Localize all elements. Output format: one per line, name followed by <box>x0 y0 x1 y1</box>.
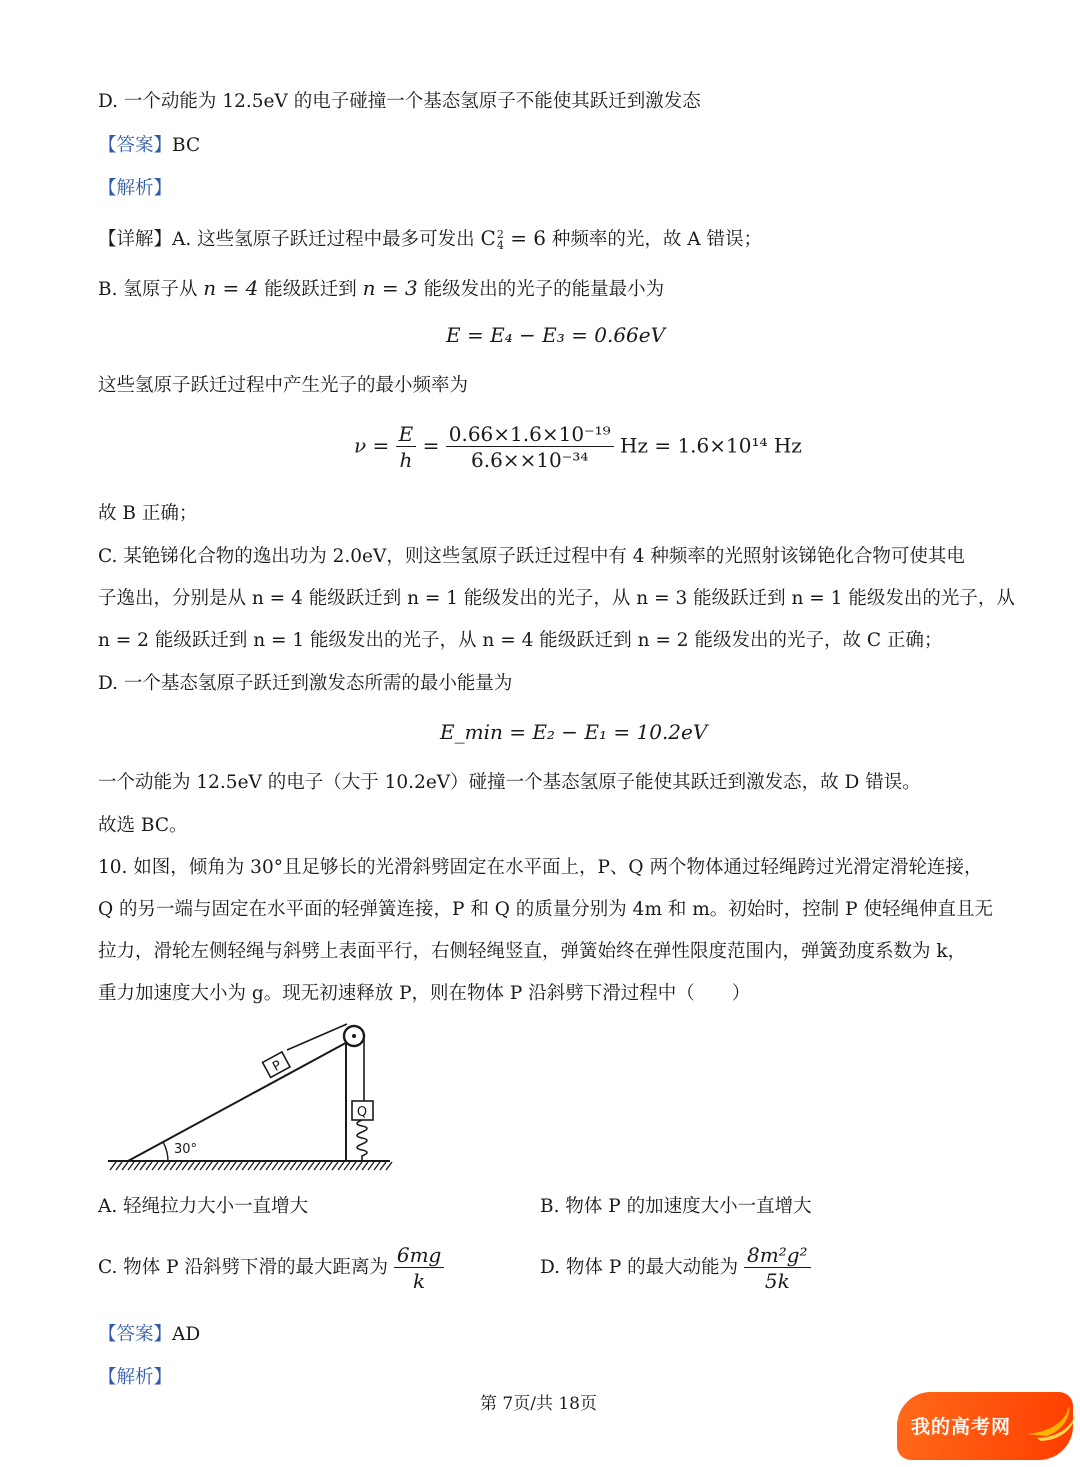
option-c <box>98 1245 444 1291</box>
ground-hatch-mark <box>230 1162 236 1170</box>
ground-hatch-mark <box>158 1162 164 1170</box>
answer-value: AD <box>172 1324 201 1345</box>
option-d-text: D. 一个动能为 12.5eV 的电子碰撞一个基态氢原子不能使其跃迁到激发态 <box>98 91 701 112</box>
ground-hatch-mark <box>356 1162 362 1170</box>
ground-hatch-mark <box>200 1162 206 1170</box>
answer-line <box>98 137 200 156</box>
ground-hatch-mark <box>146 1162 152 1170</box>
flame-icon <box>1017 1394 1077 1444</box>
ground-hatch-mark <box>176 1162 182 1170</box>
ground-hatch-mark <box>344 1162 350 1170</box>
fraction-values <box>446 424 614 470</box>
ground-hatch-mark <box>374 1162 380 1170</box>
ground-hatch-mark <box>218 1162 224 1170</box>
q10-line3: 拉力，滑轮左侧轻绳与斜劈上表面平行，右侧轻绳竖直，弹簧始终在弹性限度范围内，弹簧劲度系数为 k， <box>98 941 967 962</box>
combination-formula <box>481 226 547 250</box>
answer-line-q10 <box>98 1326 200 1345</box>
ground-hatch-mark <box>224 1162 230 1170</box>
detail-a-line <box>98 228 762 251</box>
frac-num: 6mg <box>394 1245 445 1268</box>
ground-hatch-mark <box>110 1162 116 1170</box>
frac-den: 5k <box>764 1269 790 1293</box>
comb-sup: 2 <box>496 227 504 241</box>
frac-num: 0.66×1.6×10⁻¹⁹ <box>446 424 614 447</box>
ground-hatch-mark <box>260 1162 266 1170</box>
frac-num: E <box>396 424 417 447</box>
ground-hatch-mark <box>152 1162 158 1170</box>
frac-num: 8m²g² <box>744 1245 811 1268</box>
angle-label: 30° <box>174 1142 198 1157</box>
ground-hatch-mark <box>350 1162 356 1170</box>
watermark-logo <box>897 1392 1073 1460</box>
option-a: A. 轻绳拉力大小一直增大 <box>98 1196 309 1217</box>
incline-pulley-figure <box>100 1022 400 1172</box>
ground-hatch-mark <box>164 1162 170 1170</box>
ground-hatch-mark <box>266 1162 272 1170</box>
detail-a-text-end: 种频率的光，故 A 错误； <box>551 229 763 250</box>
answer-tag: 【答案】 <box>98 135 173 156</box>
option-d-text: D. 物体 P 的最大动能为 <box>540 1256 739 1278</box>
q10-line1: 10. 如图，倾角为 30°且足够长的光滑斜劈固定在水平面上，P、Q 两个物体通过轻绳跨过光滑定滑轮连接， <box>98 857 983 878</box>
analysis-tag: 【解析】 <box>98 178 173 199</box>
ground-hatch-mark <box>188 1162 194 1170</box>
watermark-text: 我的高考网 <box>911 1416 1012 1438</box>
analysis-tag-q10: 【解析】 <box>98 1367 173 1388</box>
eq2-rhs: Hz = 1.6×10¹⁴ Hz <box>620 433 802 458</box>
frac-den: h <box>399 448 413 472</box>
ground-hatch-mark <box>212 1162 218 1170</box>
pulley-axle <box>352 1034 356 1038</box>
ground-hatch-mark <box>362 1162 368 1170</box>
detail-b-line <box>98 278 664 300</box>
ground-hatch-mark <box>128 1162 134 1170</box>
incline-wedge <box>128 1039 353 1161</box>
level-n4: n = 4 <box>203 276 259 300</box>
comb-symbol: C <box>480 226 496 250</box>
ground-hatch-mark <box>338 1162 344 1170</box>
ground-hatch-mark <box>236 1162 242 1170</box>
ground-hatch-mark <box>134 1162 140 1170</box>
ground-hatch-mark <box>116 1162 122 1170</box>
ground-hatch-mark <box>272 1162 278 1170</box>
ground-hatch-mark <box>170 1162 176 1170</box>
page-footer: 第 7页/共 18页 <box>480 1394 597 1414</box>
ground-hatch-mark <box>302 1162 308 1170</box>
ground-hatch-mark <box>290 1162 296 1170</box>
ground-hatch-mark <box>284 1162 290 1170</box>
frac-den: 6.6××10⁻³⁴ <box>471 448 589 472</box>
ground-hatch-mark <box>122 1162 128 1170</box>
comb-rhs: = 6 <box>510 226 547 250</box>
frequency-intro: 这些氢原子跃迁过程中产生光子的最小频率为 <box>98 375 469 396</box>
option-c-fraction <box>394 1245 445 1291</box>
eq2-equals: = <box>422 433 440 458</box>
ground-hatch-mark <box>254 1162 260 1170</box>
detail-c-line2: 子逸出，分别是从 n = 4 能级跃迁到 n = 1 能级发出的光子，从 n = 3 能级跃迁到 n = 1 能级发出的光子，从 <box>98 588 1015 609</box>
detail-b-part3: 能级发出的光子的能量最小为 <box>423 279 665 300</box>
option-c-text: C. 物体 P 沿斜劈下滑的最大距离为 <box>98 1256 388 1278</box>
equation-min-energy: E_min = E₂ − E₁ = 10.2eV <box>440 720 708 744</box>
equation-frequency <box>354 424 802 470</box>
angle-arc <box>163 1142 168 1161</box>
ground-hatch-mark <box>326 1162 332 1170</box>
ground-hatch-mark <box>242 1162 248 1170</box>
option-d <box>540 1245 811 1291</box>
option-b: B. 物体 P 的加速度大小一直增大 <box>540 1196 812 1217</box>
q10-line4: 重力加速度大小为 g。现无初速释放 P，则在物体 P 沿斜劈下滑过程中（ ） <box>98 983 751 1004</box>
ground-hatch-mark <box>182 1162 188 1170</box>
ground-hatch-mark <box>368 1162 374 1170</box>
ground-hatch-mark <box>140 1162 146 1170</box>
q10-line2: Q 的另一端与固定在水平面的轻弹簧连接，P 和 Q 的质量分别为 4m 和 m。初始时，控制 P 使轻绳伸直且无 <box>98 899 994 920</box>
choose-bc: 故选 BC。 <box>98 815 188 836</box>
detail-b-part1: B. 氢原子从 <box>98 279 198 300</box>
ground-hatch-mark <box>380 1162 386 1170</box>
detail-c-line3: n = 2 能级跃迁到 n = 1 能级发出的光子，从 n = 4 能级跃迁到 n = 2 能级发出的光子，故 C 正确； <box>98 630 943 651</box>
ground-hatch-mark <box>206 1162 212 1170</box>
ground-hatch-mark <box>386 1162 392 1170</box>
ground-hatch-mark <box>308 1162 314 1170</box>
ground-hatch-mark <box>332 1162 338 1170</box>
block-q-label: Q <box>356 1105 368 1120</box>
answer-value: BC <box>172 135 201 156</box>
detail-c-line1: C. 某铯锑化合物的逸出功为 2.0eV，则这些氢原子跃迁过程中有 4 种频率的光照射该锑铯化合物可使其电 <box>98 546 965 567</box>
ground-hatch-mark <box>296 1162 302 1170</box>
ground-hatch-mark <box>314 1162 320 1170</box>
detail-d-conclusion: 一个动能为 12.5eV 的电子（大于 10.2eV）碰撞一个基态氢原子能使其跃迁到激发态，故 D 错误。 <box>98 772 921 793</box>
answer-tag: 【答案】 <box>98 1324 173 1345</box>
spring <box>357 1120 367 1161</box>
equation-energy: E = E₄ − E₃ = 0.66eV <box>446 323 666 347</box>
ground-hatch-mark <box>320 1162 326 1170</box>
detail-b-part2: 能级跃迁到 <box>264 279 357 300</box>
fraction-e-over-h <box>396 424 417 470</box>
detail-d-line: D. 一个基态氢原子跃迁到激发态所需的最小能量为 <box>98 673 513 694</box>
ground-hatch-mark <box>248 1162 254 1170</box>
ground <box>108 1161 392 1170</box>
ground-hatch-mark <box>278 1162 284 1170</box>
eq2-lhs: ν = <box>354 433 390 458</box>
block-p-label: P <box>270 1057 285 1075</box>
b-correct: 故 B 正确； <box>98 503 198 524</box>
option-d-fraction <box>744 1245 811 1291</box>
ground-hatch-mark <box>194 1162 200 1170</box>
comb-sub: 4 <box>496 238 504 252</box>
level-n3: n = 3 <box>362 276 418 300</box>
detail-a-text: 【详解】A. 这些氢原子跃迁过程中最多可发出 <box>98 229 475 250</box>
frac-den: k <box>413 1269 426 1293</box>
